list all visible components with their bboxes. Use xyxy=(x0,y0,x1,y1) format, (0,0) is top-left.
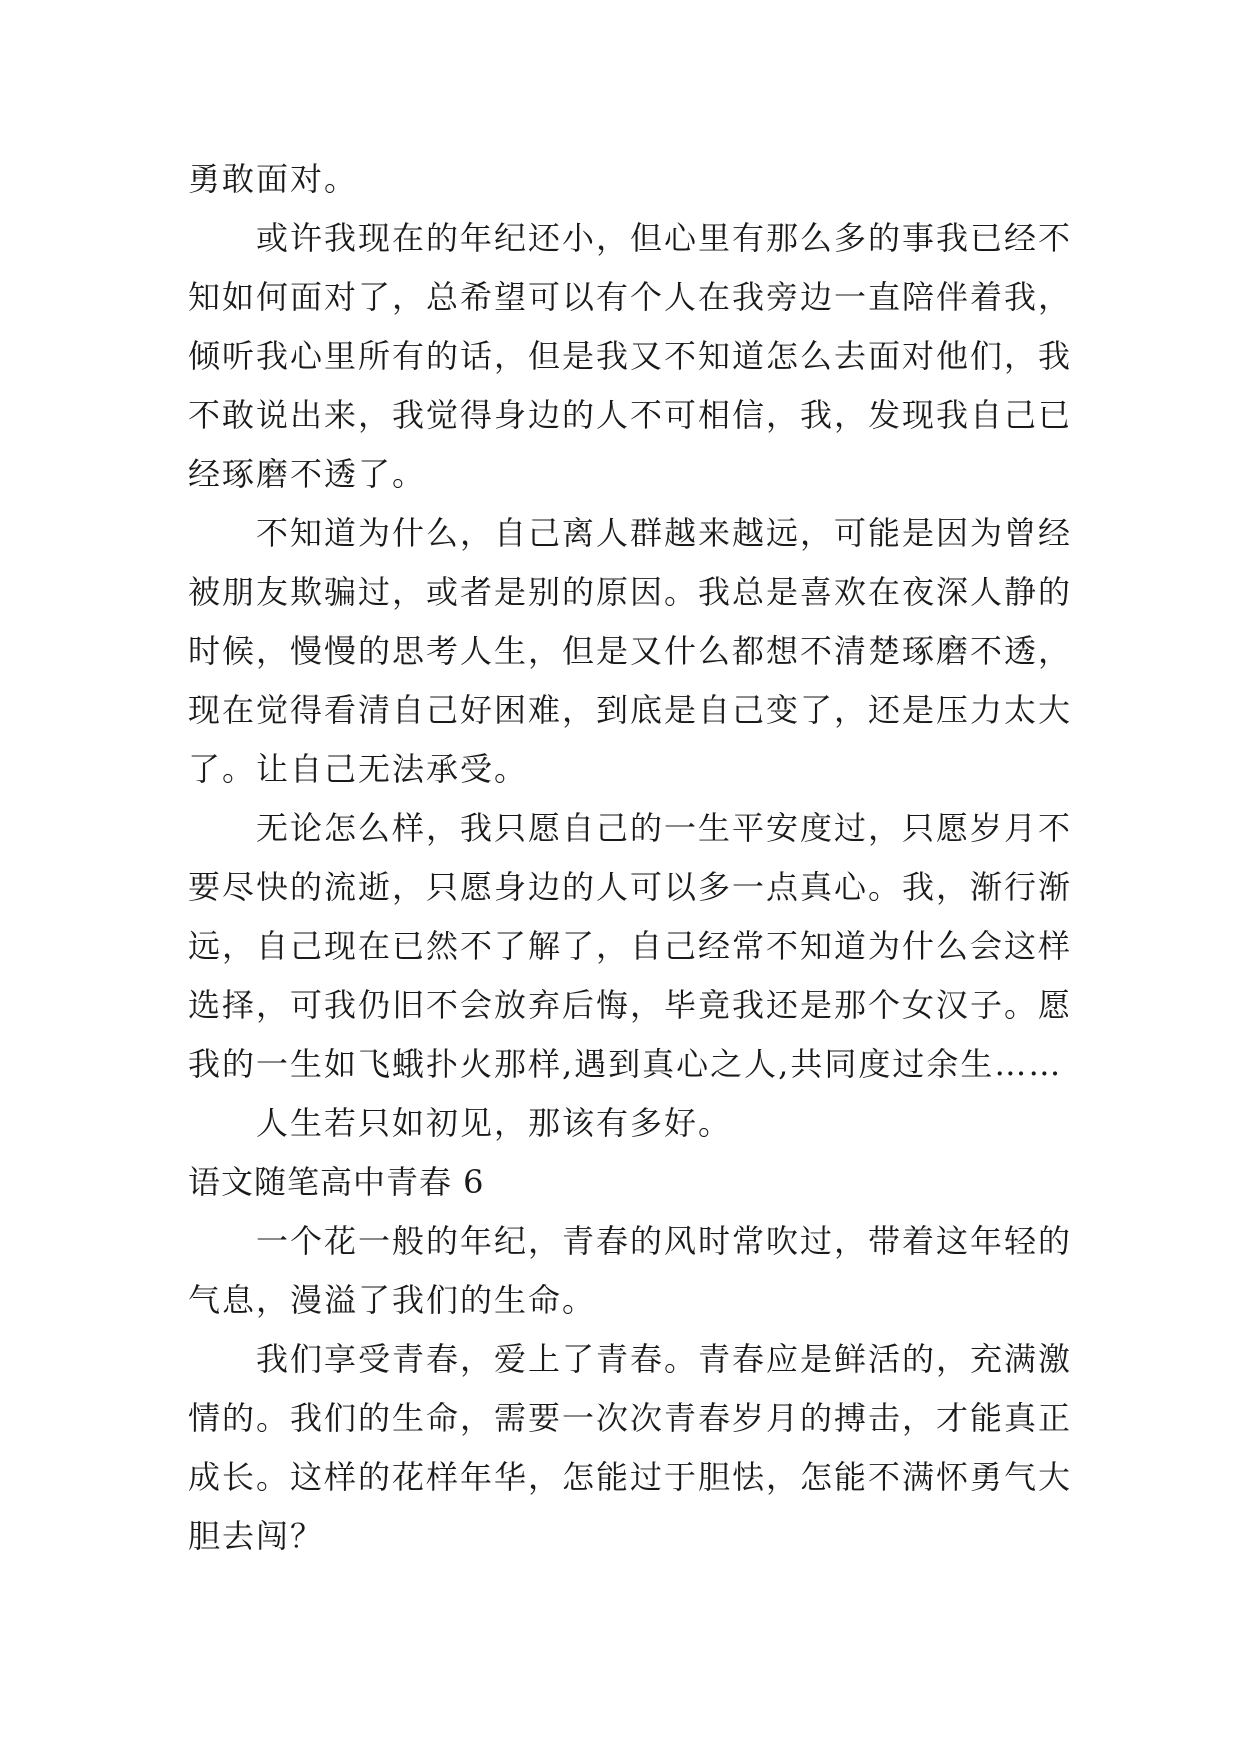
paragraph-line: 不知道为什么，自己离人群越来越远，可能是因为曾经 xyxy=(256,514,1073,552)
paragraph-line: 无论怎么样，我只愿自己的一生平安度过，只愿岁月不 xyxy=(256,809,1073,847)
paragraph-line: 成长。这样的花样年华，怎能过于胆怯，怎能不满怀勇气大 xyxy=(188,1458,1073,1496)
paragraph-line: 胆去闯？ xyxy=(188,1517,325,1555)
section-heading: 语文随笔高中青春 6 xyxy=(188,1163,485,1201)
paragraph-line: 要尽快的流逝，只愿身边的人可以多一点真心。我，渐行渐 xyxy=(188,868,1073,906)
paragraph-line: 选择，可我仍旧不会放弃后悔，毕竟我还是那个女汉子。愿 xyxy=(188,986,1073,1024)
paragraph-line: 我们享受青春，爱上了青春。青春应是鲜活的，充满激 xyxy=(256,1340,1073,1378)
paragraph-line: 我的一生如飞蛾扑火那样,遇到真心之人,共同度过余生…… xyxy=(188,1045,1063,1083)
paragraph-line: 被朋友欺骗过，或者是别的原因。我总是喜欢在夜深人静的 xyxy=(188,573,1073,611)
paragraph-line: 气息，漫溢了我们的生命。 xyxy=(188,1281,597,1319)
paragraph-line: 经琢磨不透了。 xyxy=(188,455,427,493)
paragraph-line: 或许我现在的年纪还小，但心里有那么多的事我已经不 xyxy=(256,219,1073,257)
paragraph-line: 知如何面对了，总希望可以有个人在我旁边一直陪伴着我， xyxy=(188,278,1073,316)
paragraph-line: 倾听我心里所有的话，但是我又不知道怎么去面对他们，我 xyxy=(188,337,1073,375)
paragraph-line: 远，自己现在已然不了解了，自己经常不知道为什么会这样 xyxy=(188,927,1073,965)
paragraph-line: 不敢说出来，我觉得身边的人不可相信，我，发现我自己已 xyxy=(188,396,1073,434)
paragraph-line: 了。让自己无法承受。 xyxy=(188,750,529,788)
paragraph-line: 时候，慢慢的思考人生，但是又什么都想不清楚琢磨不透， xyxy=(188,632,1073,670)
paragraph-line: 一个花一般的年纪，青春的风时常吹过，带着这年轻的 xyxy=(256,1222,1073,1260)
paragraph-line: 情的。我们的生命，需要一次次青春岁月的搏击，才能真正 xyxy=(188,1399,1073,1437)
paragraph-line: 现在觉得看清自己好困难，到底是自己变了，还是压力太大 xyxy=(188,691,1073,729)
paragraph-line: 人生若只如初见，那该有多好。 xyxy=(256,1104,733,1142)
document-body xyxy=(188,150,1073,1566)
paragraph-line: 勇敢面对。 xyxy=(188,160,359,198)
